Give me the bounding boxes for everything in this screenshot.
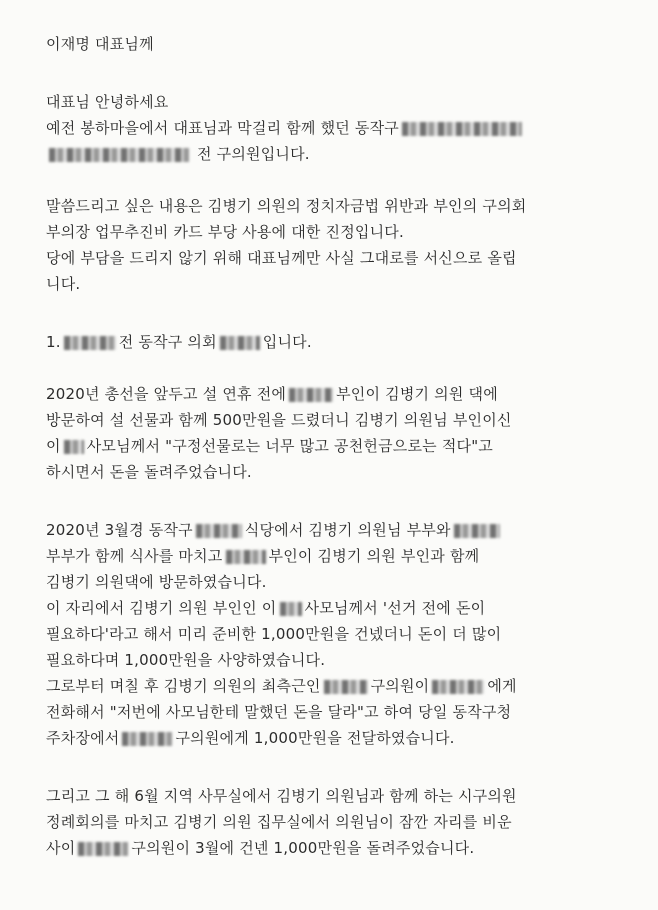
redacted-name — [64, 336, 116, 350]
redacted-name — [454, 524, 500, 538]
paragraph-line: 이 사모님께서 "구정선물로는 너무 많고 공천헌금으로는 적다"고 — [46, 437, 493, 455]
paragraph-line: 부부가 함께 식사를 마치고 부인이 김병기 의원 부인과 함께 — [46, 547, 480, 565]
redacted-name — [49, 148, 189, 162]
paragraph-line: 말씀드리고 싶은 내용은 김병기 의원의 정치자금법 위반과 부인의 구의회 — [46, 197, 527, 215]
redacted-name — [64, 440, 84, 454]
paragraph-line: 부의장 업무추진비 카드 부당 사용에 대한 진정입니다. — [46, 223, 404, 241]
paragraph-line: 정례회의를 마치고 김병기 의원 집무실에서 의원님이 잠깐 자리를 비운 — [46, 813, 512, 831]
redacted-name — [402, 122, 522, 136]
redacted-name — [226, 550, 266, 564]
greeting: 대표님 안녕하세요 — [46, 93, 169, 111]
paragraph-line: 주차장에서 구의원에게 1,000만원을 전달하였습니다. — [46, 729, 455, 747]
redacted-name — [289, 388, 333, 402]
redacted-name — [432, 680, 484, 694]
salutation: 이재명 대표님께 — [46, 35, 154, 53]
redacted-title — [220, 336, 260, 350]
paragraph-line: 필요하다'라고 해서 미리 준비한 1,000만원을 건넸더니 돈이 더 많이 — [46, 625, 502, 643]
redacted-name — [122, 732, 172, 746]
paragraph-line: 이 자리에서 김병기 의원 부인인 이 사모님께서 '선거 전에 돈이 — [46, 599, 486, 617]
paragraph-line: 필요하다며 1,000만원을 사양하였습니다. — [46, 651, 326, 669]
paragraph-line: 하시면서 돈을 돌려주었습니다. — [46, 463, 252, 481]
paragraph-line: 니다. — [46, 275, 81, 293]
redacted-name — [280, 602, 302, 616]
redacted-name — [196, 524, 242, 538]
paragraph-line: 2020년 3월경 동작구 식당에서 김병기 의원님 부부와 — [46, 520, 503, 540]
paragraph-line: 그로부터 며칠 후 김병기 의원의 최측근인 구의원이 에게 — [46, 677, 517, 695]
paragraph-line: 사이 구의원이 3월에 건넨 1,000만원을 돌려주었습니다. — [46, 839, 475, 857]
intro-line: 전 구의원입니다. — [46, 144, 310, 164]
intro-line: 예전 봉하마을에서 대표님과 막걸리 함께 했던 동작구 — [46, 118, 525, 138]
redacted-name — [324, 680, 368, 694]
redacted-name — [78, 842, 128, 856]
item-heading: 1. 전 동작구 의회 입니다. — [46, 333, 312, 351]
paragraph-line: 김병기 의원댁에 방문하였습니다. — [46, 573, 267, 591]
paragraph-line: 방문하여 설 선물과 함께 500만원을 드렸더니 김병기 의원님 부인이신 — [46, 411, 512, 429]
paragraph-line: 당에 부담을 드리지 않기 위해 대표님께만 사실 그대로를 서신으로 올립 — [46, 249, 517, 267]
paragraph-line: 그리고 그 해 6월 지역 사무실에서 김병기 의원님과 함께 하는 시구의원 — [46, 787, 517, 805]
paragraph-line: 2020년 총선을 앞두고 설 연휴 전에 부인이 김병기 의원 댁에 — [46, 385, 498, 403]
paragraph-line: 전화해서 "저번에 사모님한테 말했던 돈을 달라"고 하여 당일 동작구청 — [46, 703, 512, 721]
